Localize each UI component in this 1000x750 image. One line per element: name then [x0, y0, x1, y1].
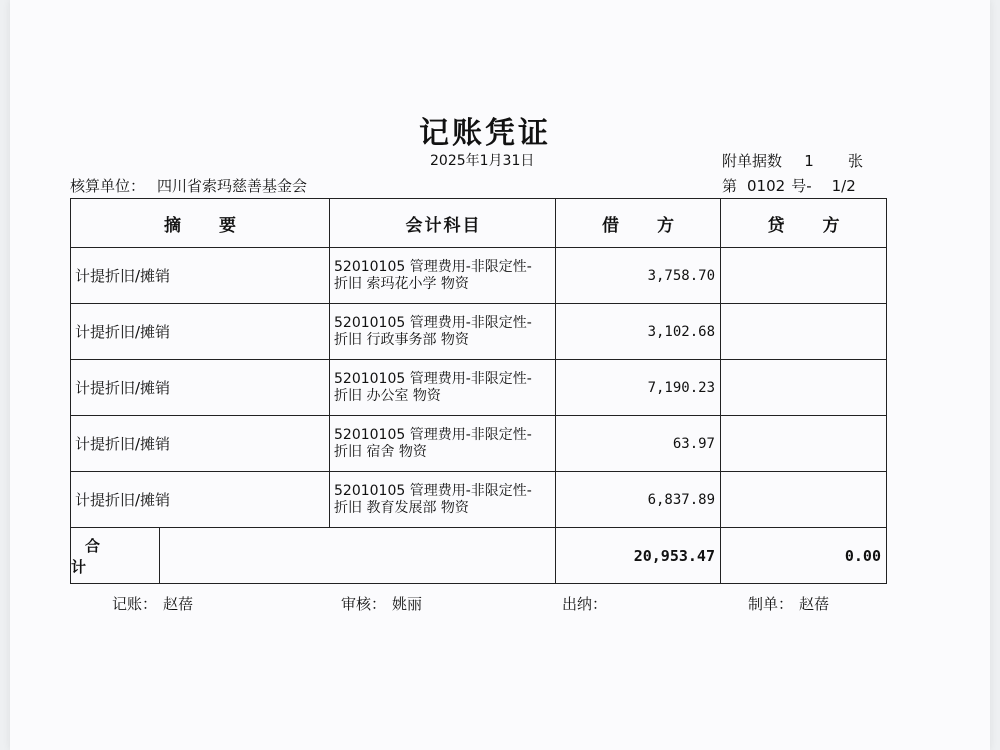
row-debit: 63.97: [556, 416, 721, 472]
account-line: 折旧 宿舍 物资: [334, 443, 427, 460]
voucher-number-suffix: 号-: [791, 177, 812, 195]
row-debit: 7,190.23: [556, 360, 721, 416]
header-summary: 摘 要: [71, 199, 330, 248]
header-credit: 贷 方: [721, 199, 887, 248]
attachment-unit: 张: [848, 152, 864, 170]
preparer-label: 制单：: [748, 595, 794, 613]
table-row: [71, 304, 887, 360]
row-account: [330, 304, 556, 360]
account-line: 52010105 管理费用-非限定性-: [334, 482, 532, 499]
row-summary: 计提折旧/摊销: [71, 248, 330, 304]
row-summary: 计提折旧/摊销: [71, 360, 330, 416]
voucher-number-value: 0102: [747, 177, 786, 195]
row-debit: 3,102.68: [556, 304, 721, 360]
table-header-row: [71, 199, 887, 248]
bookkeeper-name: 赵蓓: [163, 595, 194, 613]
table-row: [71, 472, 887, 528]
row-account: [330, 248, 556, 304]
accounting-unit-label: 核算单位：: [70, 177, 146, 195]
account-line: 52010105 管理费用-非限定性-: [334, 370, 532, 387]
row-summary: 计提折旧/摊销: [71, 472, 330, 528]
total-debit: 20,953.47: [556, 528, 721, 584]
total-credit: 0.00: [721, 528, 887, 584]
row-debit: 6,837.89: [556, 472, 721, 528]
voucher-number: [722, 175, 856, 196]
row-summary: 计提折旧/摊销: [71, 416, 330, 472]
voucher-number-prefix: 第: [722, 177, 738, 195]
header-account: 会计科目: [330, 199, 556, 248]
total-label: 合 计: [71, 528, 160, 583]
attachment-count: [722, 150, 863, 171]
header-debit: 借 方: [556, 199, 721, 248]
attachment-count-value: 1: [804, 152, 814, 170]
row-credit: [721, 304, 887, 360]
total-row: [71, 528, 887, 584]
signature-bookkeeper: [112, 593, 193, 614]
total-label-cell: [71, 528, 556, 584]
cashier-label: 出纳：: [562, 595, 608, 613]
accounting-unit-value: 四川省索玛慈善基金会: [157, 177, 308, 195]
row-account: [330, 416, 556, 472]
row-summary: 计提折旧/摊销: [71, 304, 330, 360]
row-credit: [721, 360, 887, 416]
table-row: [71, 360, 887, 416]
total-account: [160, 528, 555, 583]
account-line: 折旧 办公室 物资: [334, 387, 441, 404]
attachment-label: 附单据数: [722, 152, 783, 170]
reviewer-name: 姚丽: [392, 595, 423, 613]
row-debit: 3,758.70: [556, 248, 721, 304]
account-line: 折旧 行政事务部 物资: [334, 331, 469, 348]
account-line: 52010105 管理费用-非限定性-: [334, 426, 532, 443]
voucher-title: 记账凭证: [419, 116, 551, 151]
row-credit: [721, 248, 887, 304]
account-line: 折旧 教育发展部 物资: [334, 499, 469, 516]
table-row: [71, 248, 887, 304]
account-line: 折旧 索玛花小学 物资: [334, 275, 469, 292]
signature-reviewer: [341, 593, 422, 614]
signature-cashier: [562, 593, 613, 614]
row-account: [330, 472, 556, 528]
reviewer-label: 审核：: [341, 595, 387, 613]
preparer-name: 赵蓓: [799, 595, 830, 613]
signature-preparer: [748, 593, 829, 614]
row-credit: [721, 472, 887, 528]
row-credit: [721, 416, 887, 472]
voucher-page: 1/2: [831, 177, 856, 195]
voucher-date: 2025年1月31日: [430, 153, 535, 169]
table-row: [71, 416, 887, 472]
voucher-table: [70, 198, 887, 584]
bookkeeper-label: 记账：: [112, 595, 158, 613]
accounting-unit: [70, 175, 307, 196]
row-account: [330, 360, 556, 416]
account-line: 52010105 管理费用-非限定性-: [334, 258, 532, 275]
account-line: 52010105 管理费用-非限定性-: [334, 314, 532, 331]
